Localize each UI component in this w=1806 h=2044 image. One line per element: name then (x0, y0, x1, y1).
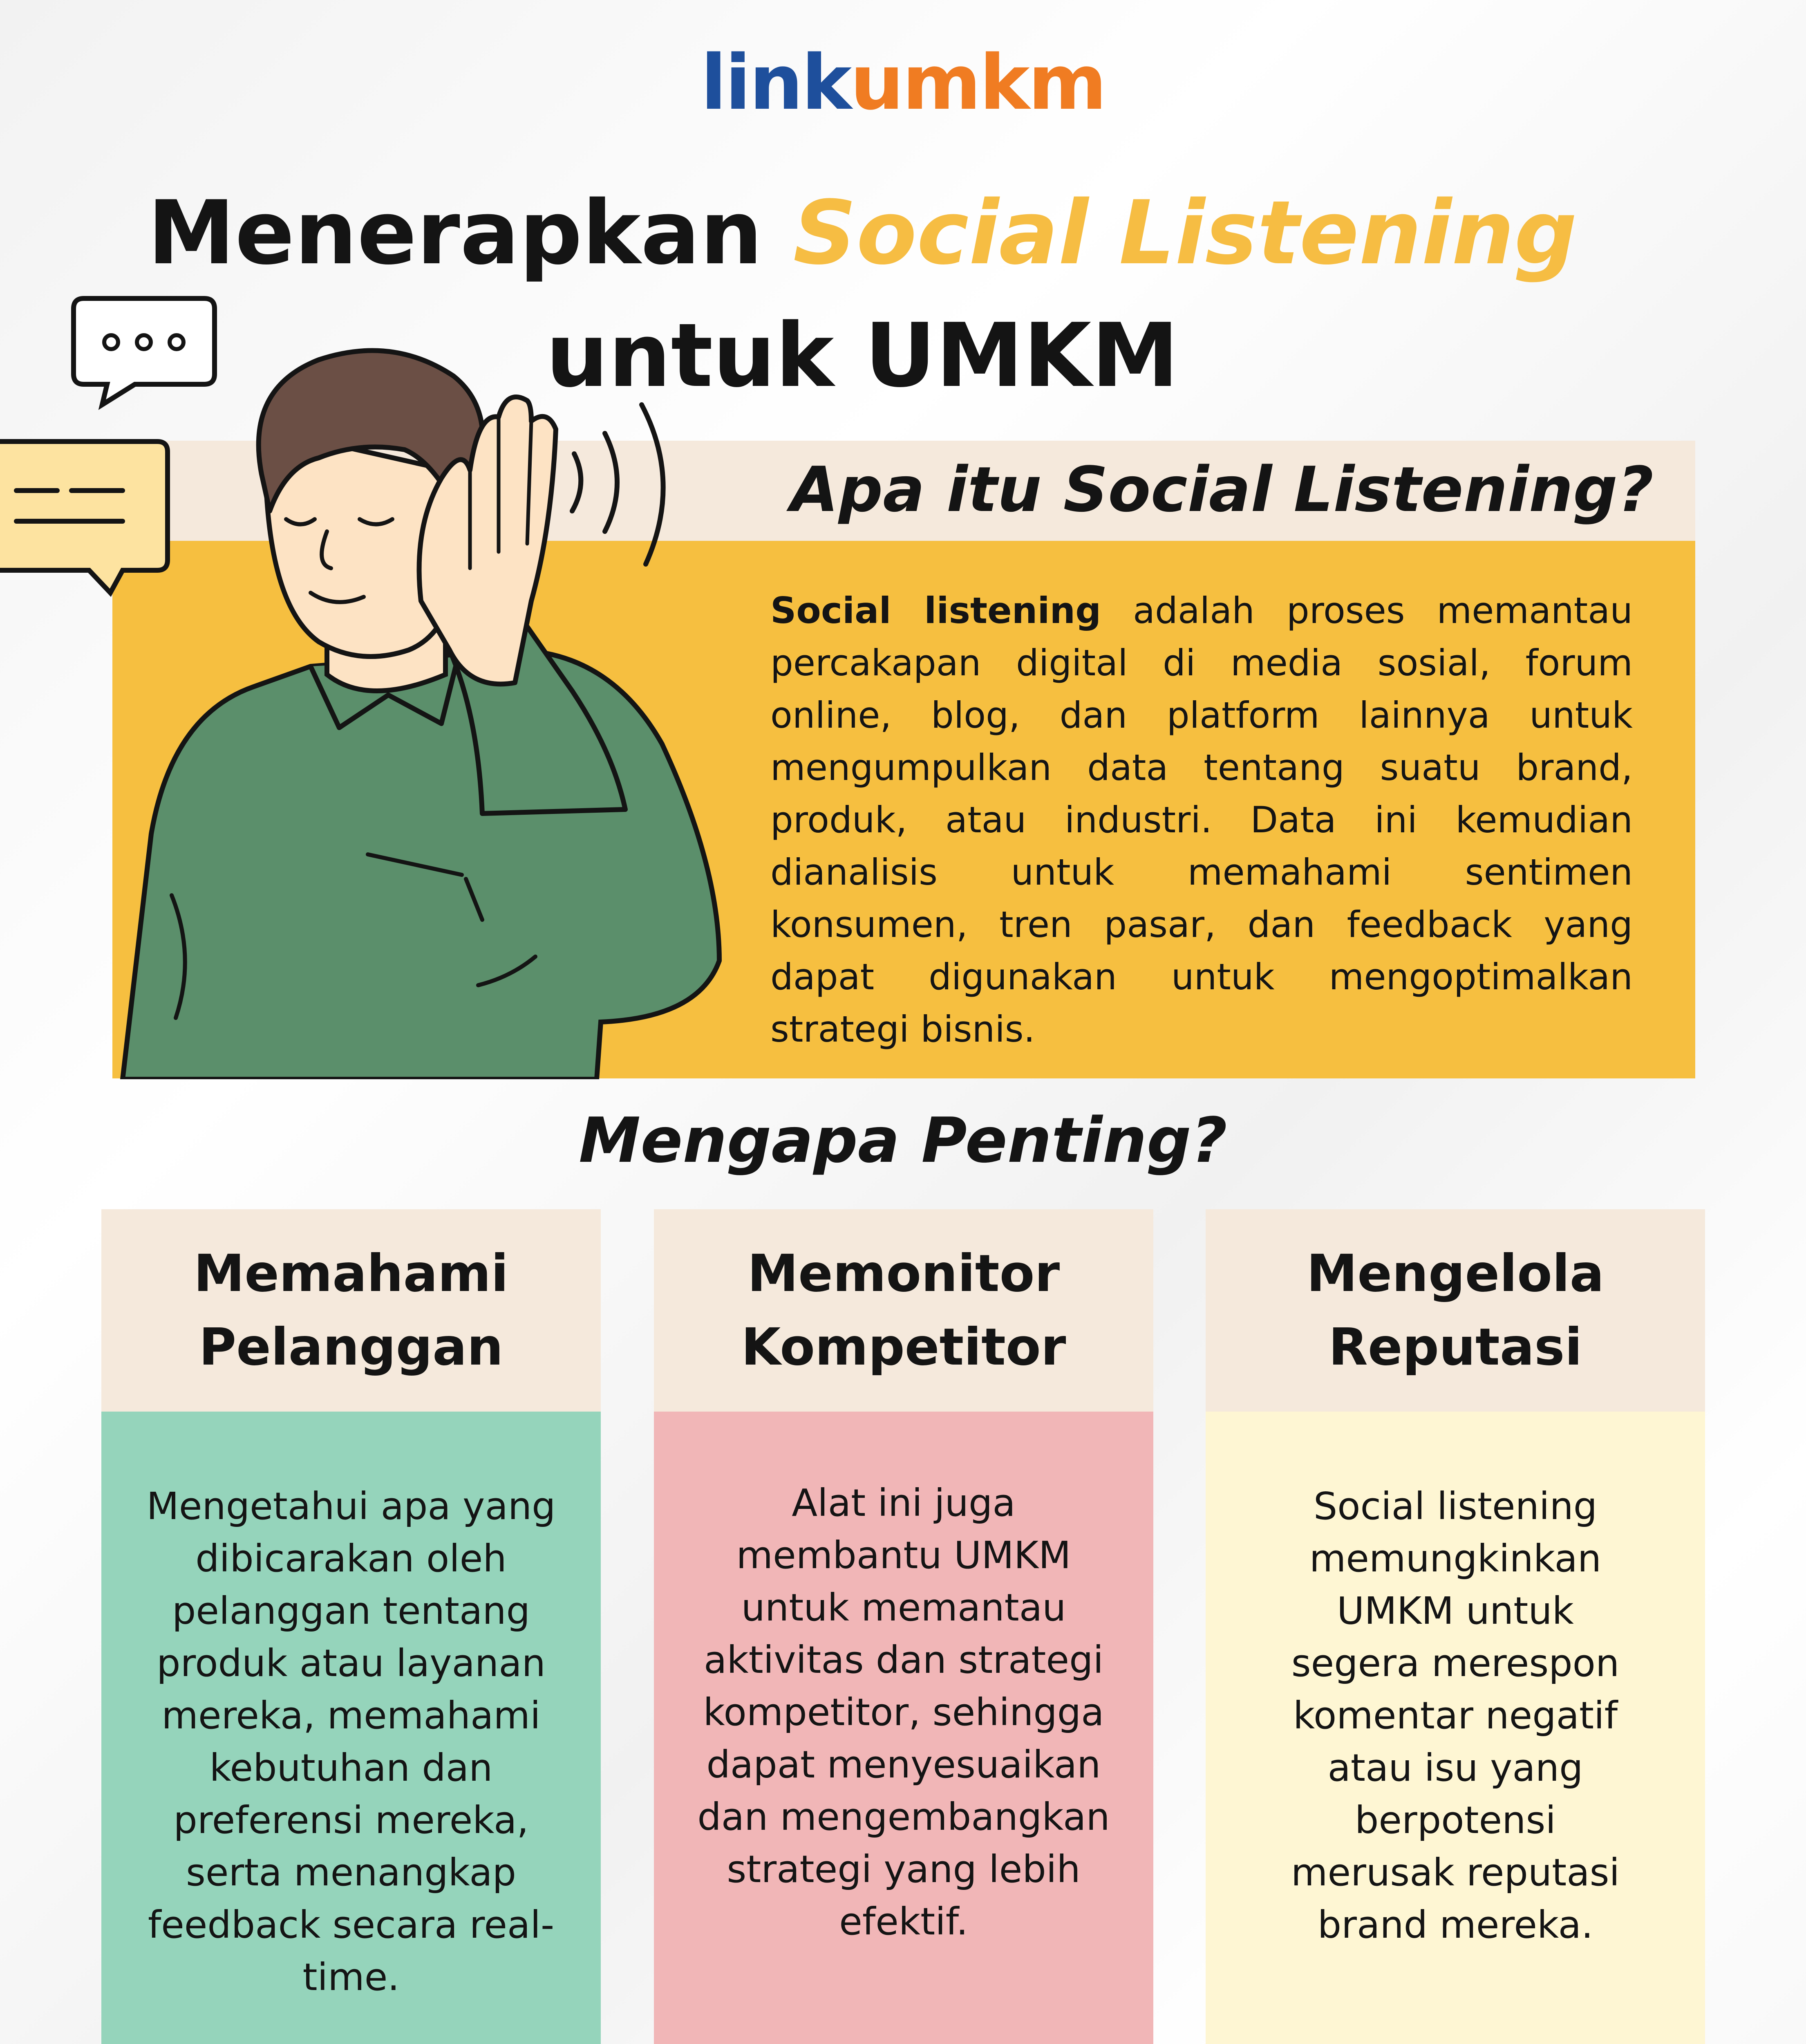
speech-bubble-lines-icon (0, 442, 168, 593)
brand-logo (0, 38, 1806, 127)
card-title: Mengelola Reputasi (1306, 1244, 1605, 1377)
card-title-mengelola-reputasi (1206, 1209, 1705, 1412)
intro-body: adalah proses memantau percakapan digital di media sosial, forum online, blog, dan platform lainnya untuk mengumpulkan data tentang suatu brand, produk, atau industri. Data ini kemudian dianalisis untuk memahami sentimen konsumen, tren pasar, dan feedback yang dapat digunakan untuk mengoptimalkan strategi bisnis. (770, 589, 1633, 1050)
title-part2: untuk UMKM (546, 304, 1179, 407)
title-highlight: Social Listening (793, 182, 1577, 284)
card-title: Memonitor Kompetitor (741, 1244, 1066, 1377)
speech-bubble-dots-icon (74, 298, 215, 405)
intro-paragraph (770, 585, 1633, 1056)
logo-text-umkm: umkm (850, 38, 1106, 127)
card-title-memahami-pelanggan (101, 1209, 601, 1412)
card-body-memahami-pelanggan (101, 1412, 601, 2044)
card-text: Mengetahui apa yang dibicarakan oleh pelanggan tentang produk atau layanan mereka, memahami kebutuhan dan preferensi mereka, serta menangkap feedback secara real-time. (146, 1484, 556, 1999)
card-body-memonitor-kompetitor (654, 1412, 1153, 2044)
card-title-memonitor-kompetitor (654, 1209, 1153, 1412)
card-text: Social listening memungkinkan UMKM untuk segera merespon komentar negatif atau isu yang berpotensi merusak reputasi brand mereka. (1291, 1484, 1620, 1947)
card-title: Memahami Pelanggan (193, 1244, 509, 1377)
person-listening-illustration (0, 282, 777, 1079)
why-heading: Mengapa Penting? (579, 1104, 1227, 1177)
intro-bold-lead: Social listening (770, 589, 1101, 632)
intro-heading: Apa itu Social Listening? (790, 453, 1654, 526)
sound-waves-icon (572, 405, 663, 564)
title-part1: Menerapkan (148, 182, 793, 284)
card-body-mengelola-reputasi (1206, 1412, 1705, 2044)
card-text: Alat ini juga membantu UMKM untuk memantau aktivitas dan strategi kompetitor, sehingga dapat menyesuaikan dan mengembangkan strategi yang lebih efektif. (697, 1481, 1110, 1943)
logo-text-link: link (700, 38, 850, 127)
